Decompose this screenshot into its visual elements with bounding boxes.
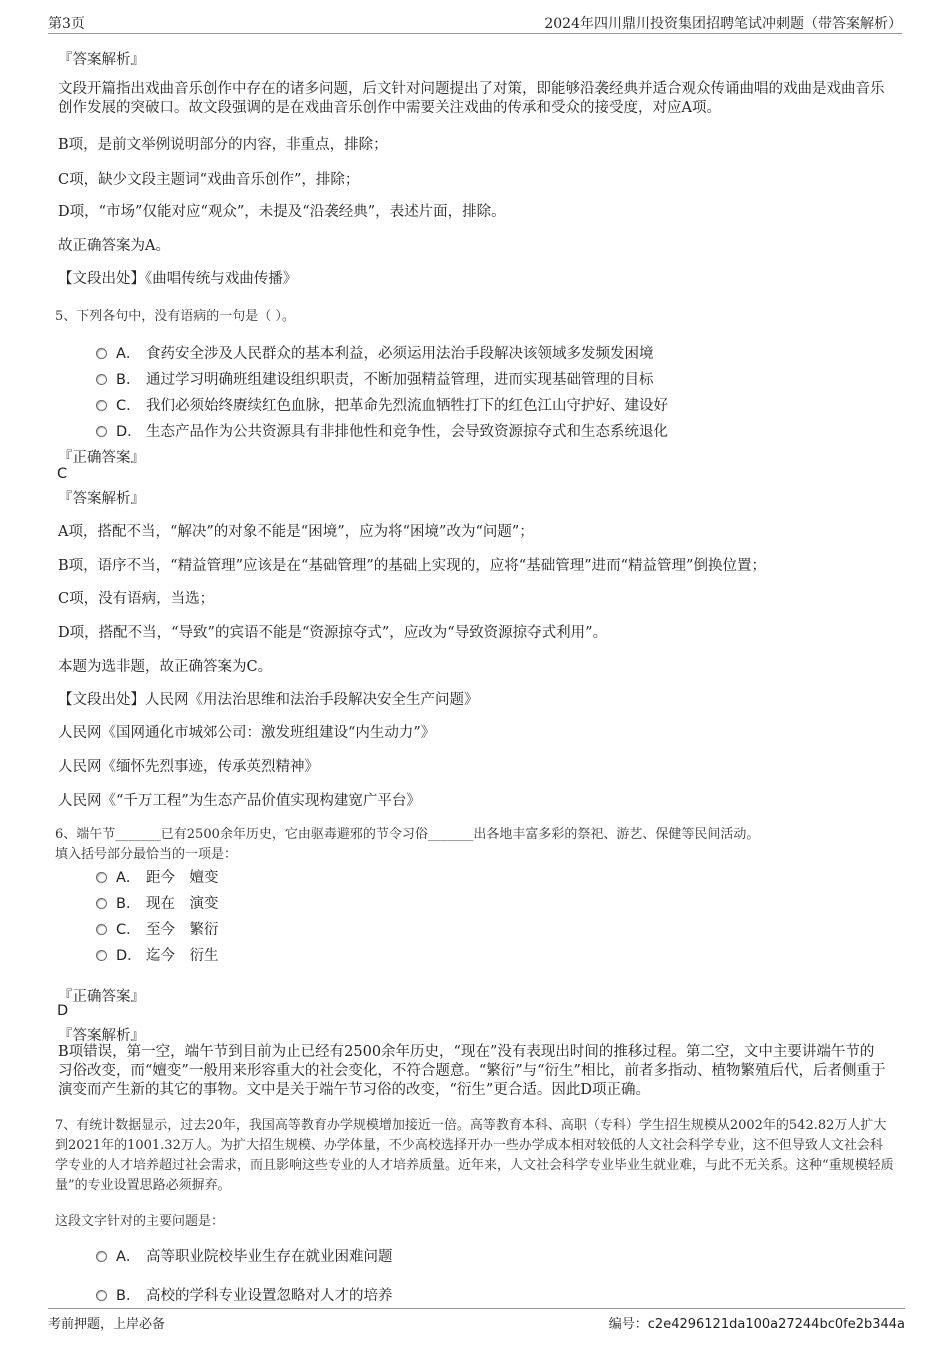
radio-icon[interactable] xyxy=(96,1251,107,1262)
radio-icon[interactable] xyxy=(96,348,107,359)
q6-prompt: 填入括号部分最恰当的一项是： xyxy=(55,847,238,862)
document-title: 2024年四川鼎川投资集团招聘笔试冲刺题（带答案解析） xyxy=(544,16,902,32)
q5-option-d[interactable]: D． 生态产品作为公共资源具有非排他性和竞争性，会导致资源掠夺式和生态系统退化 xyxy=(96,420,668,441)
q5-conclusion: 本题为选非题，故正确答案为C。 xyxy=(58,659,273,675)
q5-source-2: 人民网《国网通化市城郊公司：激发班组建设“内生动力”》 xyxy=(58,725,436,741)
q5-option-c[interactable]: C． 我们必须始终赓续红色血脉，把革命先烈流血牺牲打下的红色江山守护好、建设好 xyxy=(96,394,668,415)
q6-stem: 6、端午节_______已有2500余年历史，它由驱毒避邪的节令习俗_______出各地丰富多彩的祭祀、游艺、保健等民间活动。 xyxy=(55,827,760,842)
q4-analysis-label: 『答案解析』 xyxy=(58,52,145,68)
q4-option-c-note: C项，缺少文段主题词“戏曲音乐创作”，排除； xyxy=(58,172,360,188)
q5-analysis-b: B项，语序不当，“精益管理”应该是在“基础管理”的基础上实现的，应将“基础管理”进而“精益管理”倒换位置； xyxy=(58,558,766,574)
q5-stem: 5、下列各句中，没有语病的一句是（ ）。 xyxy=(55,309,295,324)
q5-analysis-c: C项，没有语病，当选； xyxy=(58,591,215,607)
q5-source-4: 人民网《“千万工程”为生态产品价值实现构建宽广平台》 xyxy=(58,793,421,809)
document-id: 编号：c2e4296121da100a27244bc0fe2b344a xyxy=(608,1317,905,1332)
q5-answer: C xyxy=(57,466,68,482)
page-number: 第3页 xyxy=(48,16,85,32)
q6-option-d[interactable]: D． 迄今 衍生 xyxy=(96,944,219,965)
footer-slogan: 考前押题，上岸必备 xyxy=(48,1317,166,1332)
q5-source-3: 人民网《缅怀先烈事迹，传承英烈精神》 xyxy=(58,759,319,775)
q7-prompt: 这段文字针对的主要问题是： xyxy=(55,1214,225,1229)
radio-icon[interactable] xyxy=(96,1290,107,1301)
radio-icon[interactable] xyxy=(96,924,107,935)
q4-analysis-text: 文段开篇指出戏曲音乐创作中存在的诸多问题，后文针对问题提出了对策，即能够沿袭经典并适合观众传诵曲唱的戏曲是戏曲音乐创作发展的突破口。故文段强调的是在戏曲音乐创作中需要关注戏曲的传承和受众的接受度，对应A项。 xyxy=(58,81,885,116)
q5-answer-label: 『正确答案』 xyxy=(58,450,145,466)
q6-answer: D xyxy=(57,1003,69,1019)
q6-analysis-label: 『答案解析』 xyxy=(58,1028,145,1044)
q4-option-d-note: D项，“市场”仅能对应“观众”，未提及“沿袭经典”，表述片面，排除。 xyxy=(58,204,506,220)
q5-option-a[interactable]: A． 食药安全涉及人民群众的基本利益，必须运用法治手段解决该领域多发频发困境 xyxy=(96,342,654,363)
q6-option-a[interactable]: A． 距今 嬗变 xyxy=(96,866,219,887)
q4-source: 【文段出处】《曲唱传统与戏曲传播》 xyxy=(58,271,298,287)
q5-analysis-label: 『答案解析』 xyxy=(58,491,145,507)
q6-answer-label: 『正确答案』 xyxy=(58,989,145,1005)
q6-option-b[interactable]: B． 现在 演变 xyxy=(96,892,219,913)
footer-divider xyxy=(48,1308,905,1309)
q7-stem: 7、有统计数据显示，过去20年，我国高等教育办学规模增加接近一倍。高等教育本科、高职（专科）学生招生规模从2002年的542.82万人扩大到2021年的1001.32万人。为扩大招生规模、办学体量，不少高校选择开办一些办学成本相对较低的人文社会科学专业，这不但导致人文社会科学专业的人才培养超过社会需求，而且影响这些专业的人才培养质量。近年来，人文社会科学专业毕业生就业难，与此不无关系。这种“重规模轻质量”的专业设置思路必须摒弃。 xyxy=(55,1118,894,1193)
q5-analysis-a: A项，搭配不当，“解决”的对象不能是“困境”，应为将“困境”改为“问题”； xyxy=(58,524,534,540)
q6-analysis-text: B项错误，第一空，端午节到目前为止已经有2500余年历史，“现在”没有表现出时间的推移过程。第二空，文中主要讲端午节的习俗改变，而“嬗变”一般用来形容重大的社会变化，不符合题意。“繁衍”与“衍生”相比，前者多指动、植物繁殖后代，后者侧重于演变而产生新的其它的事物。文中是关于端午节习俗的改变，“衍生”更合适。因此D项正确。 xyxy=(58,1044,886,1098)
q4-option-b-note: B项，是前文举例说明部分的内容，非重点，排除； xyxy=(58,137,388,153)
radio-icon[interactable] xyxy=(96,426,107,437)
header-divider xyxy=(48,33,902,34)
q5-analysis-d: D项，搭配不当，“导致”的宾语不能是“资源掠夺式”，应改为“导致资源掠夺式利用”。 xyxy=(58,625,608,641)
q7-option-b[interactable]: B． 高校的学科专业设置忽略对人才的培养 xyxy=(96,1284,393,1305)
q5-source-1: 【文段出处】人民网《用法治思维和法治手段解决安全生产问题》 xyxy=(58,692,479,708)
radio-icon[interactable] xyxy=(96,898,107,909)
radio-icon[interactable] xyxy=(96,400,107,411)
radio-icon[interactable] xyxy=(96,872,107,883)
q7-option-a[interactable]: A． 高等职业院校毕业生存在就业困难问题 xyxy=(96,1245,393,1266)
radio-icon[interactable] xyxy=(96,950,107,961)
q6-option-c[interactable]: C． 至今 繁衍 xyxy=(96,918,219,939)
q5-option-b[interactable]: B． 通过学习明确班组建设组织职责，不断加强精益管理，进而实现基础管理的目标 xyxy=(96,368,654,389)
q4-conclusion: 故正确答案为A。 xyxy=(58,238,170,254)
radio-icon[interactable] xyxy=(96,374,107,385)
